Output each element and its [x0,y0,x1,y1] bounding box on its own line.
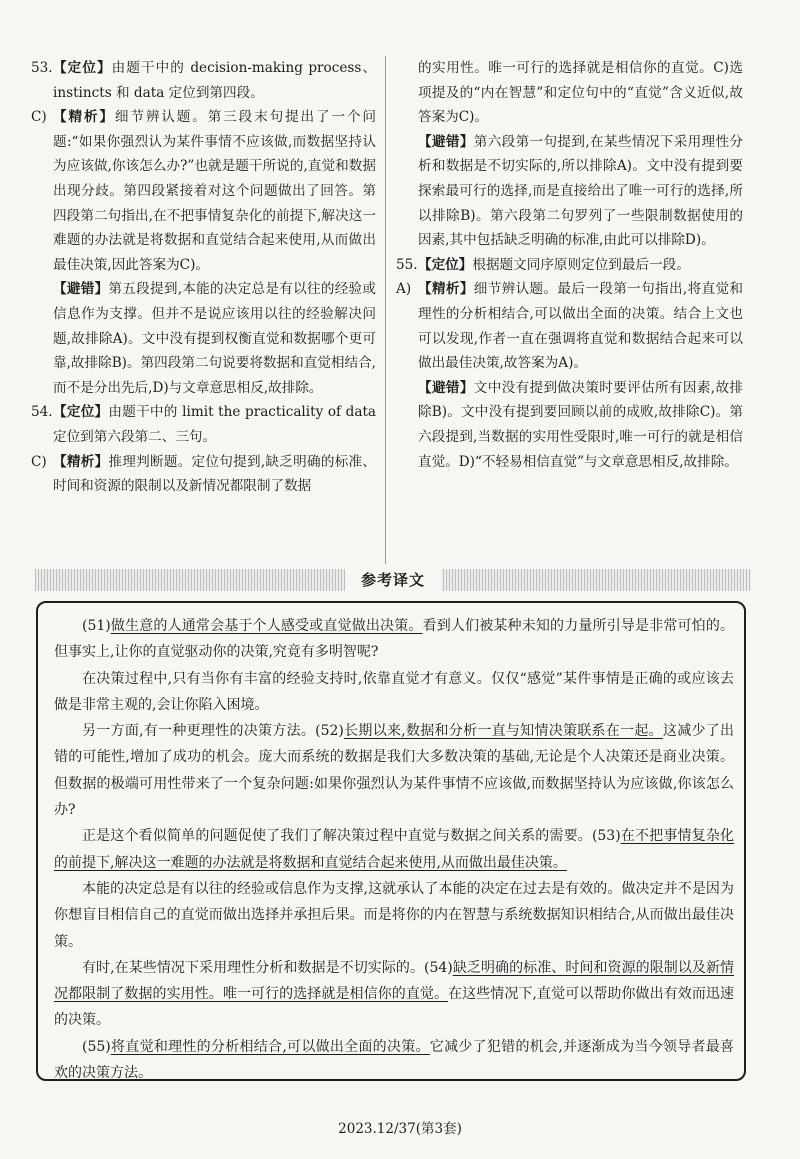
translation-paragraph-7 [54,1034,734,1087]
underlined-sentence: 将直觉和理性的分析相结合,可以做出全面的决策。 [110,1038,430,1055]
marker-54: (54) [424,959,453,976]
question-number: 55. [396,256,418,273]
underlined-sentence: 长期以来,数据和分析一直与知情决策联系在一起。 [343,723,663,740]
analysis-tag: 【精析】 [53,453,109,470]
analysis-tag: 【精析】 [53,109,115,126]
marker-52: (52) [315,723,344,740]
locate-tag: 【定位】 [418,256,473,273]
error-tag: 【避错】 [53,281,109,298]
answer-letter: C) [31,109,47,126]
marker-51: (51) [82,618,111,634]
marker-55: (55) [82,1038,111,1055]
q55-analysis [398,277,743,375]
q55-locate [398,253,743,278]
locate-tag: 【定位】 [53,60,112,76]
translation-paragraph-4 [54,823,734,876]
error-tag: 【避错】 [418,133,474,150]
paragraph-text: 另一方面,有一种更理性的决策方法。 [82,723,316,740]
paragraph-text: 在这些情况下,直觉可以帮助你做出有效而迅速的决策。 [54,986,735,1029]
right-column [398,56,743,474]
analysis-tag: 【精析】 [418,281,474,298]
question-number: 54. [31,404,53,421]
paragraph-text: 它减少了犯错的机会,并逐渐成为当今领导者最喜欢的决策方法。 [54,1038,735,1082]
analysis-text: 细节辨认题。最后一段第一句指出,将直觉和理性的分析相结合,可以做出全面的决策。结合上文也可以发现,作者一直在强调将直觉和数据结合起来可以做出最佳决策,故答案为A)。 [418,281,744,372]
underlined-sentence: 做生意的人通常会基于个人感受或直觉做出决策。 [110,618,423,634]
q53-locate [33,56,376,105]
section-header-band [35,569,751,591]
paragraph-text: 看到人们被某种未知的力量所引导是非常可怕的。但事实上,让你的直觉驱动你的决策,究竟有多明智呢? [54,618,735,661]
q54-locate [33,400,376,449]
error-text: 第五段提到,本能的决定总是有以往的经验或信息作为支撑。但并不是说应该用以往的经验解决问题,故排除A)。文中没有提到权衡直觉和数据哪个更可靠,故排除B)。第四段第二句说要将数据和直觉相结合,而不是分出先后,D)与文章意思相反,故排除。 [53,281,376,396]
underlined-sentence: 在不把事情复杂化的前提下,解决这一难题的办法就是将数据和直觉结合起来使用,从而做出最佳决策。 [54,828,735,871]
left-column [33,56,376,499]
translation-paragraph-1 [54,613,734,666]
translation-box [36,601,746,1081]
underlined-sentence: 缺乏明确的标准、时间和资源的限制以及新情况都限制了数据的实用性。唯一可行的选择就是相信你的直觉。 [54,959,735,1003]
error-text: 第六段第一句提到,在某些情况下采用理性分析和数据是不切实际的,所以排除A)。文中没有提到要探索最可行的选择,而是直接给出了唯一可行的选择,所以排除B)。第六段第二句罗列了一些限制数据使用的因素,其中包括缺乏明确的标准,由此可以排除D)。 [418,133,744,249]
marker-53: (53) [591,828,621,845]
translation-paragraph-2 [54,666,734,719]
locate-text: 根据题文同序原则定位到最后一段。 [472,256,690,273]
q53-error-avoid [33,277,376,400]
paragraph-text: 有时,在某些情况下采用理性分析和数据是不切实际的。 [82,959,425,976]
section-title: 参考译文 [345,569,441,591]
q55-error-avoid [398,376,743,474]
q54-analysis-continued [398,56,743,130]
locate-tag: 【定位】 [53,404,109,421]
paragraph-text: 在决策过程中,只有当你有丰富的经验支持时,依靠直觉才有意义。仅仅“感觉”某件事情是正确的或应该去做是非常主观的,会让你陷入困境。 [54,670,734,713]
question-number: 53. [31,60,53,76]
analysis-text: 的实用性。唯一可行的选择就是相信你的直觉。C)选项提及的“内在智慧”和定位句中的“直觉”含义近似,故答案为C)。 [418,60,743,126]
error-tag: 【避错】 [418,379,474,396]
q54-error-avoid [398,130,743,253]
answer-letter: C) [31,453,47,470]
error-text: 文中没有提到做决策时要评估所有因素,故排除B)。文中没有提到要回顾以前的成败,故排除C)。第六段提到,当数据的实用性受限时,唯一可行的就是相信直觉。D)“不轻易相信直觉”与文章意思相反,故排除。 [418,379,744,470]
paragraph-text: 本能的决定总是有以往的经验或信息作为支撑,这就承认了本能的决定在过去是有效的。做决定并不是因为你想盲目相信自己的直觉而做出选择并承担后果。而是将你的内在智慧与系统数据知识相结合,从而做出最佳决策。 [54,880,734,950]
paragraph-text: 正是这个看似简单的问题促使了我们了解决策过程中直觉与数据之间关系的需要。 [82,828,592,845]
analysis-text: 细节辨认题。第三段末句提出了一个问题:“如果你强烈认为某件事情不应该做,而数据坚持认为应该做,你该怎么办?”也就是题干所说的,直觉和数据出现分歧。第四段紧接着对这个问题做出了回答。第四段第二句指出,在不把事情复杂化的前提下,解决这一难题的办法就是将数据和直觉结合起来使用,从而做出最佳决策,因此答案为C)。 [53,109,377,273]
translation-paragraph-5 [54,876,734,955]
locate-text: 由题干中的 decision-making process、instincts 和 data 定位到第四段。 [53,60,376,101]
column-divider [385,56,386,564]
locate-text: 由题干中的 limit the practicality of data 定位到第六段第二、三句。 [53,404,377,445]
page-footer: 2023.12/37(第3套) [338,1121,462,1137]
paragraph-text: 这减少了出错的可能性,增加了成功的机会。庞大而系统的数据是我们大多数决策的基础,无论是个人决策还是商业决策。但数据的极端可用性带来了一个复杂问题:如果你强烈认为某件事情不应该做,而数据坚持认为应该做,你该怎么办? [54,723,735,819]
translation-paragraph-3 [54,718,734,823]
q53-analysis [33,105,376,277]
answer-letter: A) [396,281,412,298]
q54-analysis [33,450,376,499]
analysis-text: 推理判断题。定位句提到,缺乏明确的标准、时间和资源的限制以及新情况都限制了数据 [53,453,376,495]
translation-paragraph-6 [54,955,734,1034]
